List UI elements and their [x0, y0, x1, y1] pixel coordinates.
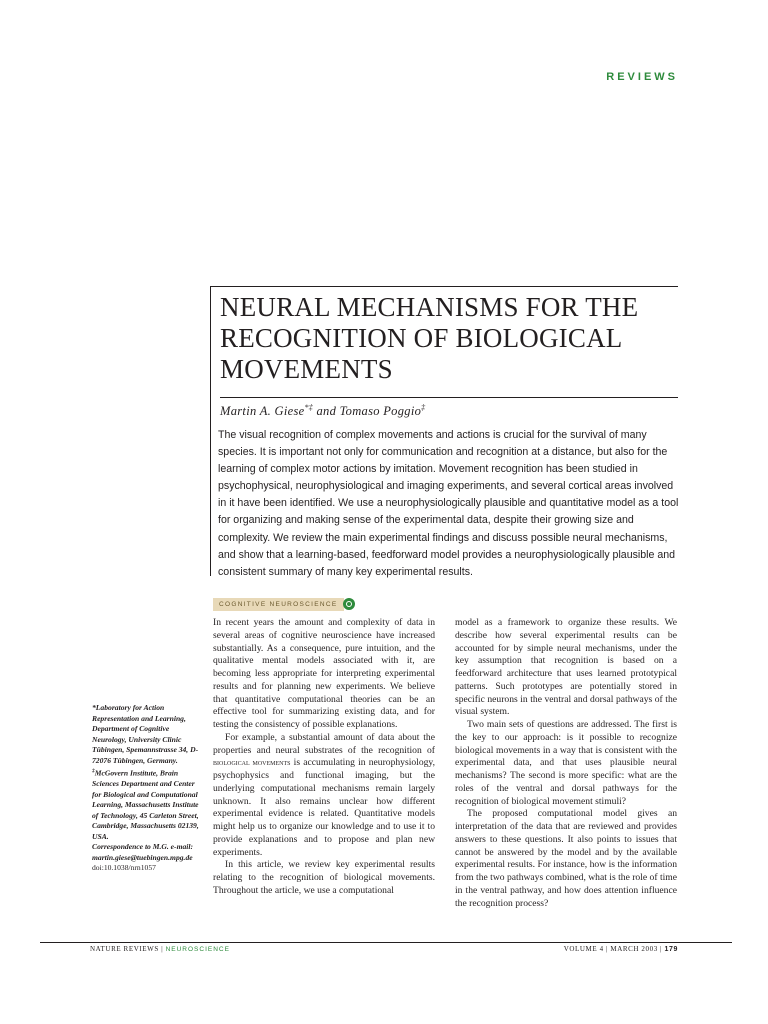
topic-tag: COGNITIVE NEUROSCIENCE	[213, 598, 344, 611]
title-left-rule	[210, 286, 211, 576]
footer-rule	[40, 942, 732, 943]
author-name: Martin A. Giese	[220, 404, 305, 419]
author-conjunction: and	[313, 404, 340, 419]
section-label: REVIEWS	[606, 71, 678, 83]
body-paragraph: In recent years the amount and complexity of data in several areas of cognitive neuroscience have increased substantially. As a consequence, pure intuition, and the qualitative mental models associated with it, are becoming less appropriate for interpreting experimental results and for planning new experiments. We believe that quantitative computational theories can be an effective tool for summarizing existing data, and for testing the consistency of possible explanations.	[213, 617, 435, 730]
correspondence: Correspondence to M.G. e-mail: martin.giese@tuebingen.mpg.de	[92, 842, 194, 862]
title-top-rule	[210, 286, 678, 287]
author-affiliation-mark: *‡	[304, 403, 314, 412]
abstract: The visual recognition of complex movements and actions is crucial for the survival of many species. It is important not only for communication and recognition at a distance, but also for the learning of complex motor actions by imitation. Movement recognition has been studied in psychophysical, neurophysiological and imaging experiments, and several cortical areas involved in it have been identified. We use a neurophysiologically plausible and quantitative model as a tool for organizing and making sense of the experimental data, despite their growing size and complexity. We review the main experimental findings and discuss possible neural mechanisms, and show that a learning-based, feedforward model provides a neurophysiologically plausible and consistent summary of many key experimental results.	[218, 429, 679, 578]
glossary-term: biological movements	[213, 758, 291, 768]
body-paragraph	[213, 732, 435, 860]
body-paragraph: The proposed computational model gives an interpretation of the data that are reviewed and provides answers to these questions. It also points to issues that cannot be answered by the model and by the available experimental results. For instance, how is the information from the two pathways combined, what is the role of time in the ventral pathway, and how does attention influence the recognition process?	[455, 808, 677, 909]
authors-rule	[220, 397, 678, 398]
page-number: 179	[664, 946, 678, 953]
author-name: Tomaso Poggio	[339, 404, 422, 419]
author-affiliation-mark: ‡	[421, 403, 426, 412]
doi: doi:10.1038/nrn1057	[92, 863, 156, 873]
body-column-left	[213, 617, 435, 898]
article-title: NEURAL MECHANISMS FOR THE RECOGNITION OF BIOLOGICAL MOVEMENTS	[220, 292, 639, 384]
body-column-right	[455, 617, 677, 910]
footer-subjournal: NEUROSCIENCE	[165, 946, 230, 953]
body-paragraph: model as a framework to organize these results. We describe how several experimental results can be accounted for by simple neural mechanisms, under the key assumption that recognition is based on a feedforward architecture that uses learned prototypical patterns. Such prototypes are potentially stored in specific neurons in the ventral and dorsal pathways of the visual system.	[455, 617, 677, 718]
affiliation: *Laboratory for Action Representation and Learning, Department of Cognitive Neurology, University Clinic Tübingen, Spemannstrasse 34, D-72076 Tübingen, Germany.	[92, 703, 199, 765]
author-line	[220, 403, 425, 419]
footer-journal: NATURE REVIEWS | NEUROSCIENCE	[90, 945, 230, 953]
paragraph-text: is accumulating in neurophysiology, psychophysics and functional imaging, but the underlying computational mechanisms remain largely unknown. It also remains unclear how different experimental evidence is related. Quantitative models might help us to organize our knowledge and to use it to provide explanations and to propose and plan new experiments.	[213, 757, 435, 858]
cognitive-neuroscience-icon	[343, 598, 355, 610]
body-paragraph: Two main sets of questions are addressed. The first is the key to our approach: is it possible to recognize biological movements in a way that is consistent with the experimental data, and that uses plausible neural mechanisms? The second is more specific: what are the roles of the ventral and dorsal pathways for the recognition of biological movement stimuli?	[455, 719, 677, 807]
footer-issue: VOLUME 4 | MARCH 2003 | 179	[563, 945, 678, 953]
affiliations	[92, 703, 204, 874]
affiliation: ‡McGovern Institute, Brain Sciences Department and Center for Biological and Computational Learning, Massachusetts Institute of Technology, 45 Carleton Street, Cambridge, Massachusetts 02139, USA.	[92, 768, 199, 841]
paragraph-text: For example, a substantial amount of data about the properties and neural substrates of the recognition of	[213, 731, 435, 756]
body-paragraph: In this article, we review key experimental results relating to the recognition of biological movements. Throughout the article, we use a computational	[213, 859, 435, 896]
